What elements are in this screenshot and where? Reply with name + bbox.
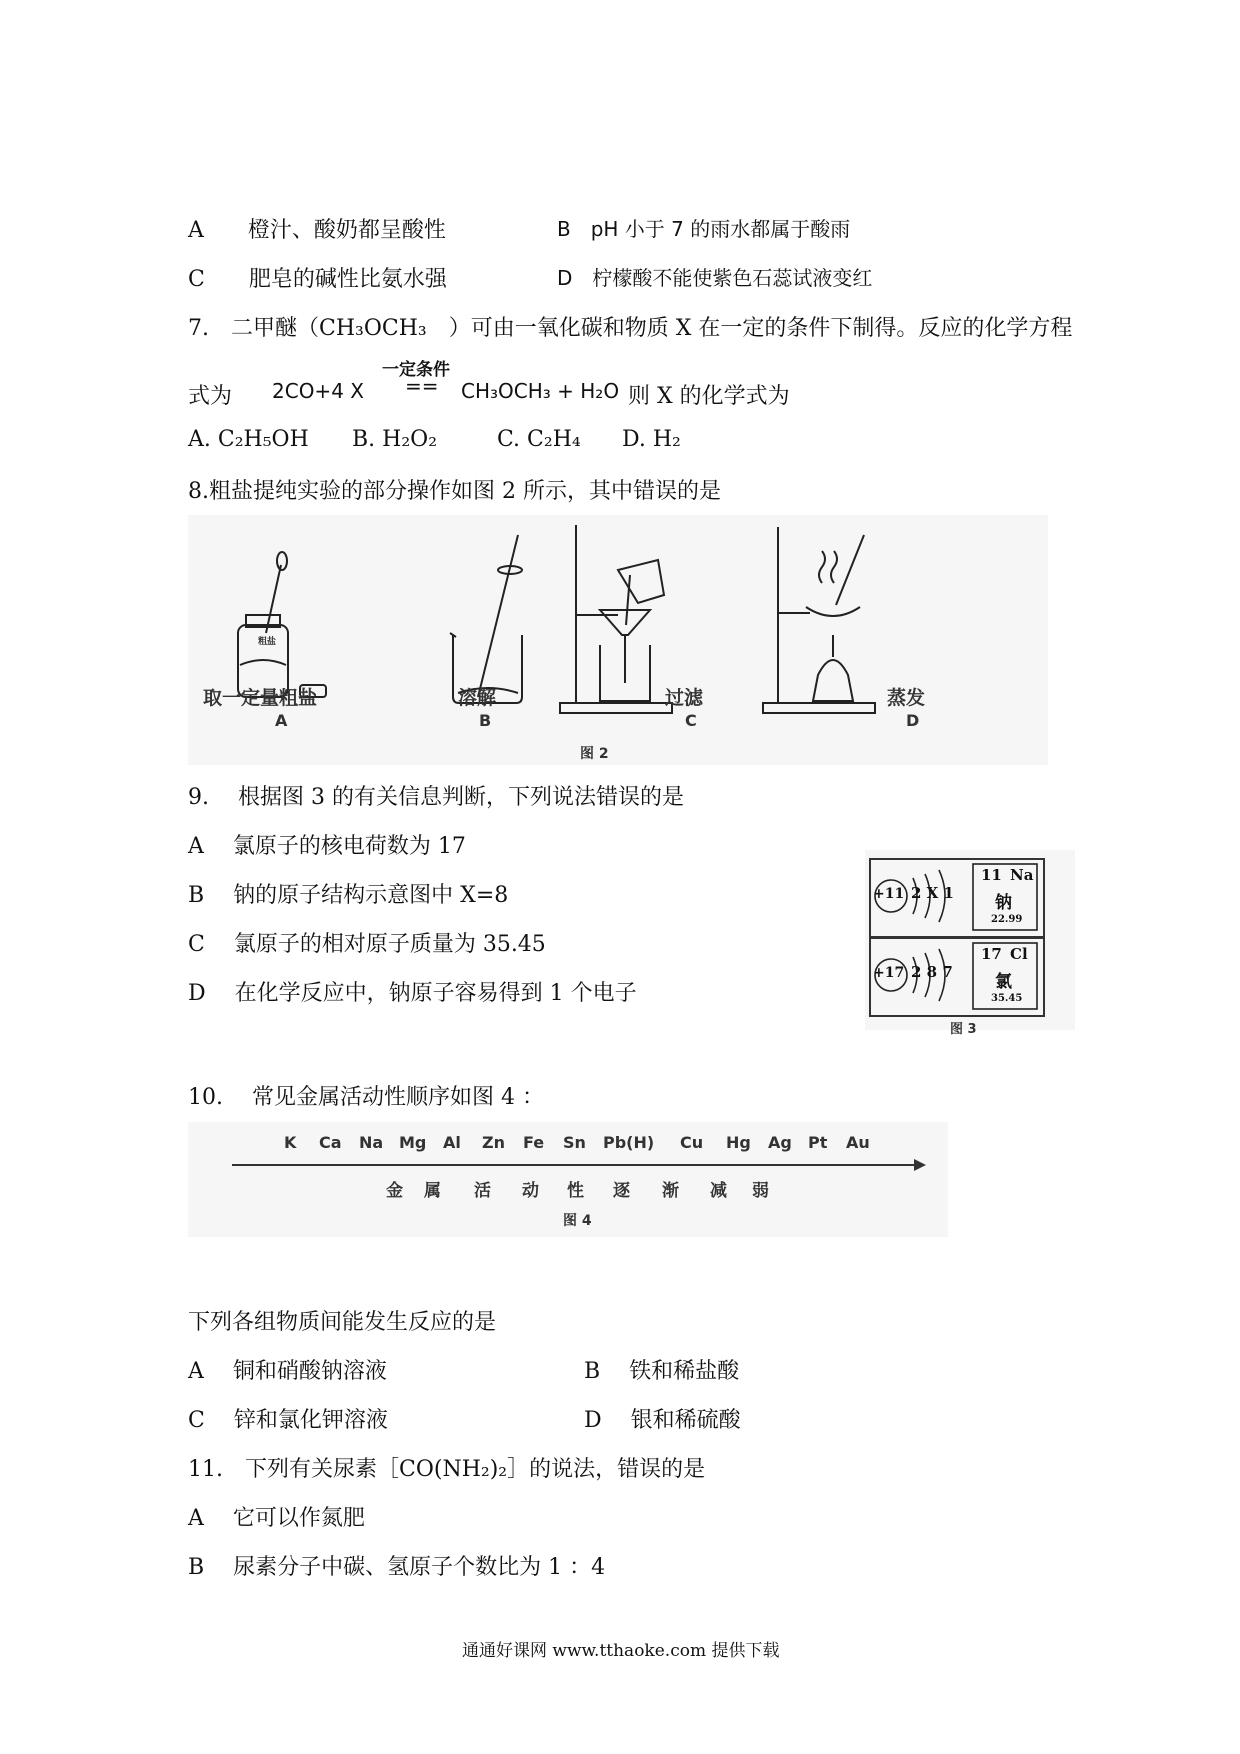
q9-option-a: A 氯原子的核电荷数为 17 — [188, 834, 466, 859]
trend-char: 渐 — [662, 1181, 679, 1201]
metal-pt: Pt — [808, 1133, 828, 1152]
jar-label: 粗盐 — [258, 637, 277, 647]
q7-eq-left: 2CO+4 X — [272, 379, 364, 403]
metal-ca: Ca — [319, 1133, 342, 1152]
trend-char: 弱 — [752, 1181, 769, 1201]
figure-2-label-d: 蒸发 — [887, 687, 926, 709]
metal-cu: Cu — [680, 1133, 704, 1152]
figure-2-label-b: 溶解 — [458, 687, 497, 709]
q8-stem: 8.粗盐提纯实验的部分操作如图 2 所示，其中错误的是 — [188, 479, 721, 504]
sodium-name: 钠 — [995, 893, 1012, 913]
q11-option-b: B 尿素分子中碳、氢原子个数比为 1 ：4 — [188, 1555, 606, 1580]
figure-2-letter-c: C — [685, 711, 697, 730]
trend-char: 逐 — [613, 1181, 630, 1201]
figure-2-letter-d: D — [906, 711, 920, 730]
metal-fe: Fe — [523, 1133, 545, 1152]
q7-stem: 7. 二甲醚（CH₃OCH₃ ）可由一氧化碳和物质 X 在一定的条件下制得。反应的化学方程 — [188, 316, 1073, 341]
q6-option-a: A 橙汁、酸奶都呈酸性 — [188, 218, 446, 243]
q9-stem: 9. 根据图 3 的有关信息判断，下列说法错误的是 — [188, 785, 684, 810]
metal-zn: Zn — [482, 1133, 505, 1152]
footer-text: 通通好课网 www.tthaoke.com 提供下载 — [462, 1641, 780, 1661]
sodium-mass: 22.99 — [991, 914, 1023, 925]
trend-char: 活 — [474, 1181, 491, 1201]
metal-au: Au — [846, 1133, 870, 1152]
trend-char: 减 — [710, 1181, 727, 1201]
trend-char: 性 — [567, 1181, 584, 1201]
q6-option-c: C 肥皂的碱性比氨水强 — [188, 267, 447, 292]
q7-eq-prefix: 式为 — [188, 384, 233, 409]
trend-char: 动 — [522, 1181, 539, 1201]
figure-2-label-c: 过滤 — [665, 687, 704, 709]
sodium-number: 11 — [981, 866, 1002, 884]
q10-option-d: D 银和稀硫酸 — [584, 1408, 741, 1433]
metal-mg: Mg — [399, 1133, 427, 1152]
evaporation-setup-icon — [763, 527, 875, 713]
metal-k: K — [284, 1133, 297, 1152]
q10-sub-stem: 下列各组物质间能发生反应的是 — [188, 1310, 497, 1335]
sodium-nucleus: +11 — [873, 886, 905, 902]
q7-option-c: C. C₂H₄ — [497, 427, 581, 452]
q10-option-c: C 锌和氯化钾溶液 — [188, 1408, 388, 1433]
q9-option-c: C 氯原子的相对原子质量为 35.45 — [188, 932, 546, 957]
q9-option-b: B 钠的原子结构示意图中 X=8 — [188, 883, 509, 908]
chlorine-symbol: Cl — [1010, 945, 1028, 963]
activity-arrow-line — [232, 1164, 916, 1166]
q7-eq-sign: == — [405, 374, 439, 398]
q10-option-b: B 铁和稀盐酸 — [584, 1359, 740, 1384]
chlorine-name: 氯 — [995, 972, 1012, 992]
chlorine-nucleus: +17 — [873, 965, 905, 981]
trend-char: 金 — [386, 1181, 403, 1201]
metal-al: Al — [443, 1133, 461, 1152]
q6-option-b: B pH 小于 7 的雨水都属于酸雨 — [557, 217, 851, 241]
trend-char: 属 — [424, 1181, 441, 1201]
figure-2-letter-b: B — [479, 711, 492, 730]
figure-4-caption: 图 4 — [563, 1213, 592, 1229]
q6-option-d: D 柠檬酸不能使紫色石蕊试液变红 — [557, 266, 873, 290]
metal-na: Na — [359, 1133, 384, 1152]
q10-stem: 10. 常见金属活动性顺序如图 4 ： — [188, 1085, 544, 1110]
q7-option-b: B. H₂O₂ — [352, 427, 438, 452]
sodium-shells: 2 X 1 — [911, 884, 954, 902]
q7-option-d: D. H₂ — [622, 427, 681, 452]
metal-hg: Hg — [726, 1133, 751, 1152]
q11-stem: 11. 下列有关尿素［CO(NH₂)₂］的说法，错误的是 — [188, 1457, 706, 1482]
q10-option-a: A 铜和硝酸钠溶液 — [188, 1359, 387, 1384]
figure-2-caption: 图 2 — [580, 746, 609, 762]
beaker-stirring-icon — [450, 535, 522, 703]
q7-eq-right: CH₃OCH₃ + H₂O — [461, 379, 620, 403]
metal-ag: Ag — [768, 1133, 792, 1152]
arrow-head-icon — [914, 1159, 926, 1171]
reagent-jar-icon — [238, 552, 326, 697]
chlorine-number: 17 — [981, 945, 1002, 963]
q7-eq-suffix: 则 X 的化学式为 — [628, 384, 790, 409]
figure-2-letter-a: A — [275, 711, 288, 730]
chlorine-mass: 35.45 — [991, 993, 1023, 1004]
chlorine-shells: 2 8 7 — [911, 963, 953, 981]
metal-pb-h: Pb(H) — [603, 1133, 655, 1152]
figure-3-caption: 图 3 — [950, 1022, 977, 1037]
metal-sn: Sn — [563, 1133, 586, 1152]
q11-option-a: A 它可以作氮肥 — [188, 1506, 365, 1531]
sodium-symbol: Na — [1010, 866, 1034, 884]
q9-option-d: D 在化学反应中，钠原子容易得到 1 个电子 — [188, 981, 637, 1006]
filtration-setup-icon — [560, 525, 672, 713]
q7-option-a: A. C₂H₅OH — [188, 427, 309, 452]
figure-2-label-a: 取一定量粗盐 — [203, 687, 318, 709]
q7-condition: 一定条件 — [382, 360, 450, 380]
